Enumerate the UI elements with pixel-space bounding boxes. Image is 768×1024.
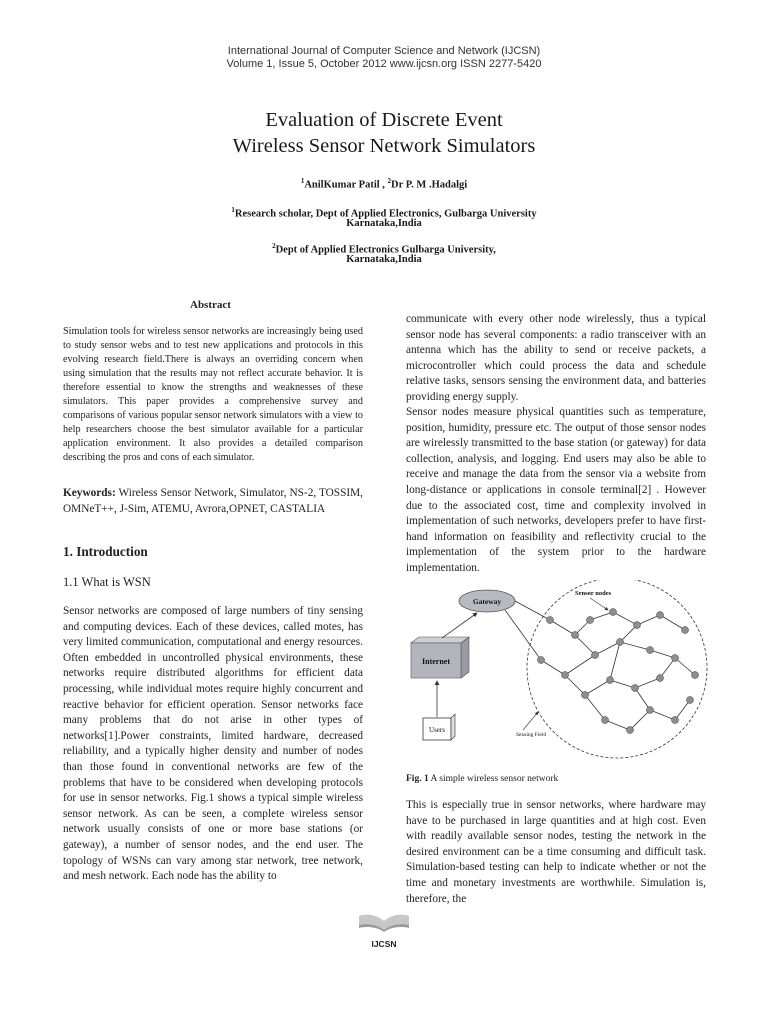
internet-box-top [411, 637, 469, 643]
sensing-field-label: Sensing Field [516, 732, 547, 738]
sensor-nodes-label: Sensor nodes [575, 590, 612, 597]
gateway-label: Gateway [472, 597, 502, 606]
right-paragraph-3: This is especially true in sensor networks, where hardware may have to be purchased in large quantities and at high cost. Even with readily available sensor nodes, testing the network in the desired environment can be a time consuming and difficult task. Simulation-based testing can help to indicate whether or not the time and monetary investments are worthwhile. Simulation is, therefore, the [406, 799, 706, 905]
sensor-node-links [541, 612, 695, 730]
caption-label: Fig. 1 [406, 774, 429, 784]
sensing-field-ellipse [527, 580, 707, 758]
gateway-to-field [515, 601, 550, 620]
author1-sup: 1 [300, 177, 305, 185]
affiliation2-line2: Karnataka,India [346, 254, 422, 265]
section-heading-introduction: 1. Introduction [63, 544, 148, 559]
keywords-label: Keywords: [63, 487, 116, 499]
journal-header: International Journal of Computer Science and Network (IJCSN) [227, 45, 541, 57]
abstract-heading: Abstract [190, 299, 231, 311]
issue-line: Volume 1, Issue 5, October 2012 www.ijcsn.org ISSN 2277-5420 [226, 58, 542, 70]
keywords [63, 486, 363, 517]
right-paragraph-1: communicate with every other node wirelessly, thus a typical sensor node has several components: a radio transceiver with an antenna which has the ability to send or receive packets, a microcontroller which could process the data and schedule relative tasks, sensors sensing the environment data, and batteries providing energy supply. [406, 313, 706, 403]
aff1-sup: 1 [231, 206, 235, 214]
abstract-text: Simulation tools for wireless sensor networks are increasingly being used to study sensor webs and to test new applications and protocols in this evolving research field.There is always an overriding concern when using simulation that the results may not reflect accurate behavior. It is therefore essential to know the strengths and weaknesses of these simulators. This paper provides a comprehensive survey and comparisons of various popular sensor network simulators with a view to help researchers choose the best simulator available for a particular application environment. It also provides a detailed comparison describing the pros and cons of each simulator. [63, 326, 363, 463]
internet-label: Internet [422, 657, 450, 666]
affiliation1-line2: Karnataka,India [346, 218, 422, 229]
arrow-internet-gateway [442, 613, 477, 638]
ijcsn-book-logo [357, 910, 411, 934]
caption-text: A simple wireless sensor network [428, 774, 559, 784]
authors [0, 174, 768, 193]
arrow-sensing-field [523, 712, 538, 730]
keywords-text: Wireless Sensor Network, Simulator, NS-2, TOSSIM, OMNeT++, J-Sim, ATEMU, Avrora,OPNET, CASTALIA [63, 487, 363, 515]
internet-box-side [461, 637, 469, 678]
author2-name: Dr P. M .Hadalgi [391, 179, 468, 191]
subsection-heading-wsn: 1.1 What is WSN [63, 575, 151, 589]
users-label: Users [429, 726, 445, 734]
figure-caption [406, 774, 558, 784]
aff1-text: Research scholar, Dept of Applied Electronics, Gulbarga University [234, 208, 537, 220]
users-box-side [451, 714, 455, 740]
gateway-to-field-2 [505, 610, 541, 660]
paper-title-line2: Wireless Sensor Network Simulators [232, 135, 536, 157]
footer-logo-text: IJCSN [371, 939, 397, 949]
arrow-sensor-nodes [590, 598, 608, 610]
paper-title-line1: Evaluation of Discrete Event [265, 109, 503, 131]
right-paragraph-2: Sensor nodes measure physical quantities such as temperature, position, humidity, pressure etc. The output of those sensor nodes are wirelessly transmitted to the base station (or gateway) for data collection, analysis, and logging. End users may also be able to receive and manage the data from the sensor via a website from long-distance or applications in console terminal[2] . However due to the associated cost, time and complexity involved in implementation of such networks, developers prefer to have first-hand information on feasibility and reflectivity crucial to the implementation of the system prior to the hardware implementation. [406, 406, 706, 574]
author2-sup: 2 [387, 177, 392, 185]
intro-paragraph: Sensor networks are composed of large numbers of tiny sensing and computing devices. Each of these devices, called motes, has very limited communication, computational and energy resources. Often embedded in uncontrolled physical environments, these networks require distributed algorithms for efficient data processing, while individual motes require highly concurrent and reactive behavior for efficient operation. Sensor networks face many problems that do not arise in other types of networks[1].Power constraints, limited hardware, decreased reliability, and a typically higher density and number of nodes than those found in conventional networks are few of the problems that have to be considered when developing protocols for use in sensor networks. Fig.1 shows a typical simple wireless sensor network. As can be seen, a complete wireless sensor network usually consists of one or more base stations (or gateway), a number of sensor nodes, and the end user. The topology of WSNs can vary among star network, tree network, and mesh network. Each node has the ability to [63, 605, 363, 883]
author1-name: AnilKumar Patil , [304, 179, 388, 191]
aff2-text: Dept of Applied Electronics Gulbarga University, [275, 244, 496, 256]
aff2-sup: 2 [272, 242, 276, 250]
wsn-figure [405, 580, 710, 760]
